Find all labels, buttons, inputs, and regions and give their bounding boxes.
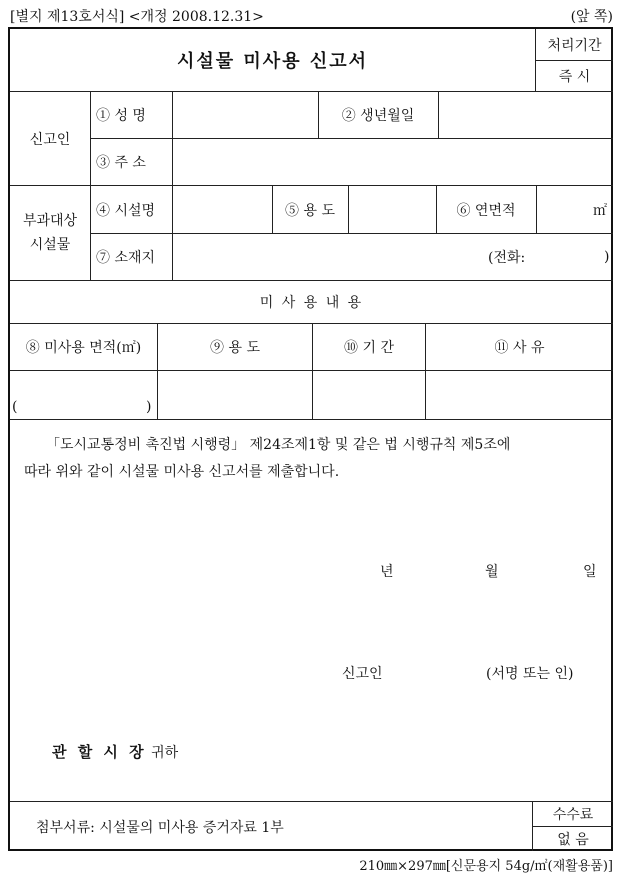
floor-area-label: ⑥ 연면적	[456, 202, 516, 219]
nonuse-section-title: 미 사 용 내 용	[259, 295, 364, 311]
floor-area-unit: ㎡	[593, 202, 607, 219]
signature-reporter-label: 신고인	[342, 666, 383, 682]
signature-note: (서명 또는 인)	[486, 666, 574, 682]
statement	[24, 432, 599, 486]
facility-name-field[interactable]	[173, 186, 272, 233]
form-title: 시설물 미사용 신고서	[176, 51, 369, 72]
nonuse-area-field[interactable]	[10, 371, 157, 419]
location-field[interactable]	[173, 234, 613, 280]
facility-section-label-line1: 부과대상	[22, 213, 78, 229]
facility-name-label: ④ 시설명	[96, 202, 156, 219]
addressee-authority: 관 할 시 장	[52, 743, 147, 761]
date-day: 일	[583, 564, 597, 580]
area-open-paren: (	[12, 399, 18, 415]
statement-line-2: 따라 위와 같이 시설물 미사용 신고서를 제출합니다.	[24, 464, 340, 480]
birthdate-label: ② 생년월일	[341, 108, 415, 124]
address-field[interactable]	[173, 139, 613, 185]
birthdate-field[interactable]	[439, 92, 613, 138]
nonuse-period-header: ⑩ 기 간	[344, 340, 394, 356]
processing-period-value: 즉 시	[558, 69, 591, 85]
fee-value: 없 음	[557, 832, 589, 848]
use-field[interactable]	[349, 186, 436, 233]
date-month: 월	[485, 564, 499, 580]
nonuse-reason-header: ⑪ 사 유	[494, 340, 545, 356]
phone-close: )	[604, 249, 610, 265]
nonuse-area-header: ⑧ 미사용 면적(㎡)	[25, 340, 142, 356]
date-year: 년	[380, 564, 394, 580]
nonuse-use-header: ⑨ 용 도	[210, 340, 260, 356]
reporter-section-label: 신고인	[29, 131, 71, 148]
page-side: (앞 쪽)	[570, 9, 613, 25]
fee-label: 수수료	[552, 807, 594, 823]
phone-label: (전화:	[488, 250, 526, 266]
location-label: ⑦ 소재지	[96, 250, 156, 266]
divider	[90, 92, 91, 280]
floor-area-field[interactable]	[537, 186, 607, 233]
address-label: ③ 주 소	[96, 155, 146, 171]
paper-spec: 210㎜×297㎜[신문용지 54g/㎡(재활용품)]	[359, 859, 613, 874]
facility-section-label	[10, 186, 90, 280]
processing-period-label: 처리기간	[547, 37, 602, 54]
addressee	[52, 741, 178, 762]
nonuse-period-field[interactable]	[313, 371, 425, 419]
use-label: ⑤ 용 도	[285, 202, 335, 219]
attachment-note: 첨부서류: 시설물의 미사용 증거자료 1부	[36, 819, 284, 836]
nonuse-reason-field[interactable]	[426, 371, 613, 419]
nonuse-use-field[interactable]	[158, 371, 312, 419]
addressee-suffix: 귀하	[151, 745, 179, 761]
facility-section-label-line2: 시설물	[29, 237, 71, 253]
statement-line-1: 「도시교통정비 촉진법 시행령」 제24조제1항 및 같은 법 시행규칙 제5조에	[46, 437, 511, 453]
name-field[interactable]	[173, 92, 318, 138]
form-number: [별지 제13호서식] <개정 2008.12.31>	[10, 9, 264, 25]
name-label: ① 성 명	[96, 108, 146, 124]
divider	[10, 419, 613, 420]
area-close-paren: )	[146, 399, 152, 415]
